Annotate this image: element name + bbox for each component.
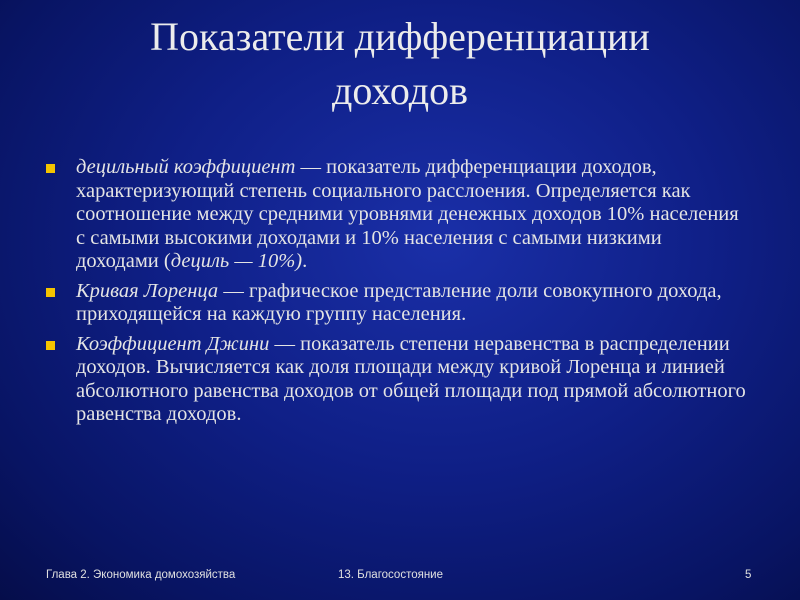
bullet-square-icon (46, 164, 55, 173)
bullet-lorenz (46, 280, 746, 327)
term-lorenz: Кривая Лоренца (76, 279, 219, 302)
definition-decile: — показатель дифференциации доходов, характеризующий степень социального расслоения. Определяется как соотношение между средними уровнями денежных доходов 10% населения с самыми высокими доходами и 10% населения с самыми низкими доходами ( (76, 156, 739, 272)
bullet-square-icon (46, 288, 55, 297)
term-decile: децильный коэффициент (76, 156, 296, 178)
bullet-list (46, 156, 746, 433)
slide-title (60, 10, 740, 118)
title-line-2: доходов (332, 68, 468, 113)
bullet-decile (46, 156, 746, 274)
term-gini: Коэффициент Джини (76, 332, 270, 355)
definition-decile-tail: . (302, 250, 308, 272)
definition-gini: — показатель степени неравенства в распределении доходов. Вычисляется как доля площади между кривой Лоренца и линией абсолютного равенства доходов от общей площади под прямой абсолютного равенства доходов. (76, 332, 746, 425)
title-line-1: Показатели дифференциации (150, 14, 650, 59)
footer-page-number: 5 (745, 569, 752, 581)
footer-chapter: Глава 2. Экономика домохозяйства (46, 569, 236, 581)
footer-section: 13. Благосостояние (338, 569, 443, 581)
definition-lorenz: — графическое представление доли совокупного дохода, приходящейся на каждую группу населения. (76, 279, 722, 325)
bullet-gini (46, 333, 746, 427)
bullet-square-icon (46, 341, 55, 350)
term-decile-note: дециль — 10%) (170, 250, 303, 272)
